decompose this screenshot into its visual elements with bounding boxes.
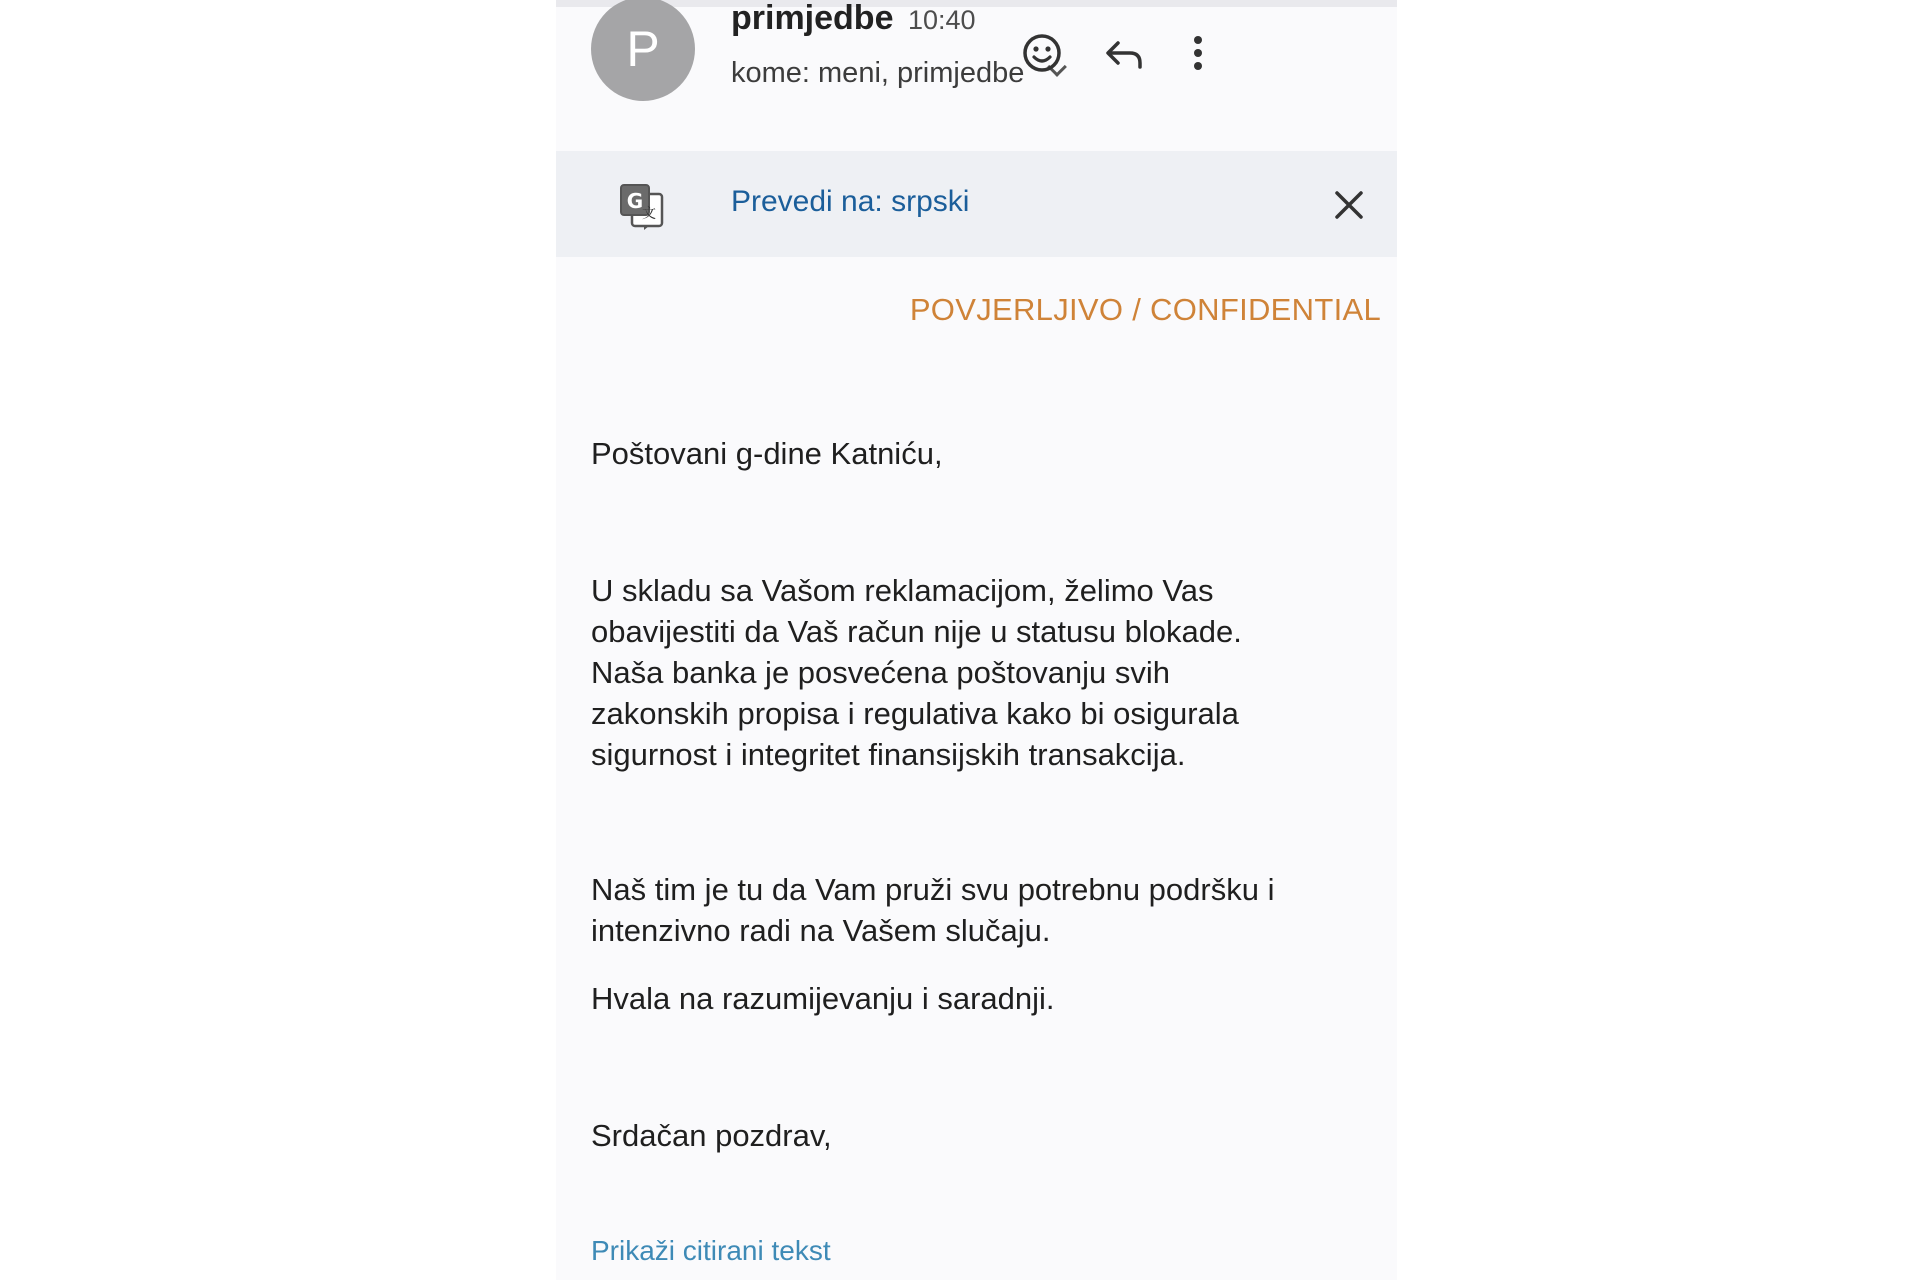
paragraph-line: zakonskih propisa i regulativa kako bi osigurala [591,696,1239,731]
show-quoted-text-link[interactable]: Prikaži citirani tekst [591,1235,831,1266]
avatar[interactable]: P [591,0,695,101]
greeting [591,433,1381,474]
paragraph-2 [591,869,1381,951]
more-options-button[interactable] [1170,25,1226,81]
email-screen [556,0,1397,1280]
more-vert-icon [1170,25,1226,81]
closing-text: Srdačan pozdrav, [591,1118,832,1153]
thanks-text: Hvala na razumijevanju i saradnji. [591,981,1055,1016]
paragraph-1 [591,570,1381,775]
svg-text:G: G [626,189,644,213]
smile-icon [1014,25,1070,81]
svg-text:文: 文 [642,206,656,222]
paragraph-line: intenzivno radi na Vašem slučaju. [591,913,1051,948]
close-translate-button[interactable] [1329,185,1369,225]
top-edge [556,0,1397,7]
recipients-text: kome: meni, primjedbe [731,57,1025,89]
paragraph-line: obavijestiti da Vaš račun nije u statusu blokade. [591,614,1242,649]
close-icon [1329,185,1369,225]
sender-name: primjedbe [731,0,894,37]
google-translate-icon [616,180,668,232]
thanks-line [591,978,1381,1019]
add-reaction-button[interactable] [1014,25,1070,81]
closing-line [591,1115,1381,1156]
sent-time: 10:40 [907,5,976,35]
paragraph-line: Naša banka je posvećena poštovanju svih [591,655,1171,690]
translate-bar [556,151,1397,257]
email-header [556,0,1397,151]
sender-line [731,0,976,39]
greeting-line: Poštovani g-dine Katniću, [591,436,943,471]
paragraph-line: sigurnost i integritet finansijskih transakcija. [591,737,1186,772]
confidential-label: POVJERLJIVO / CONFIDENTIAL [909,292,1381,327]
paragraph-line: Naš tim je tu da Vam pruži svu potrebnu podršku i [591,872,1275,907]
paragraph-line: U skladu sa Vašom reklamacijom, želimo Vas [591,573,1214,608]
reply-button[interactable] [1096,25,1152,81]
translate-to-serbian-link[interactable]: Prevedi na: srpski [731,185,970,218]
reply-icon [1096,25,1152,81]
